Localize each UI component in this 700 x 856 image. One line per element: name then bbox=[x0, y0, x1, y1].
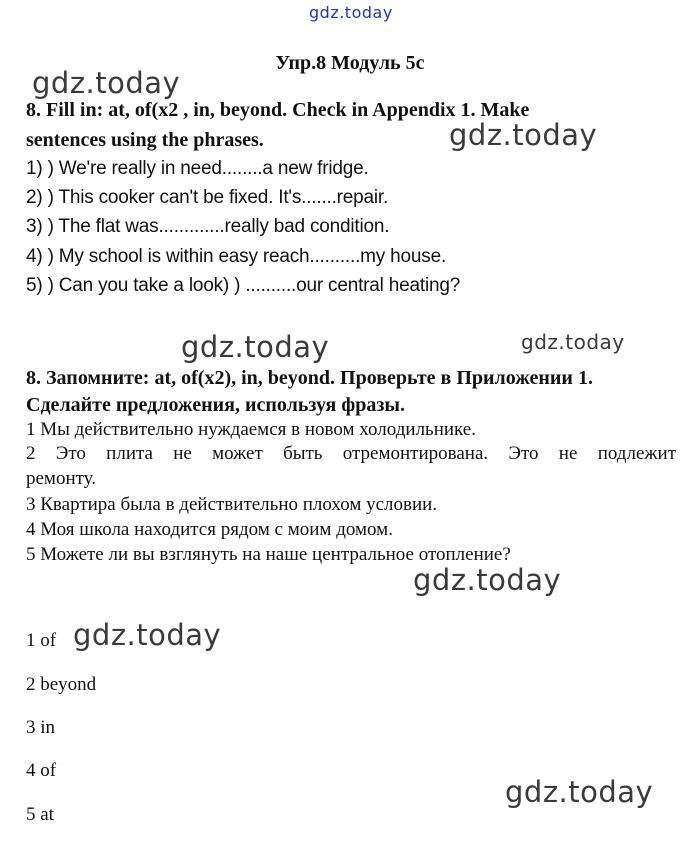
english-item-4: 4) ) My school is within easy reach..........my house. bbox=[26, 246, 447, 267]
russian-item-1: 1 Мы действительно нуждаемся в новом холодильнике. bbox=[26, 419, 476, 440]
english-item-3: 3) ) The flat was.............really bad condition. bbox=[26, 216, 390, 237]
english-item-1: 1) ) We're really in need........a new fridge. bbox=[26, 158, 369, 179]
russian-instruction-line1: 8. Запомните: at, of(x2), in, beyond. Проверьте в Приложении 1. bbox=[26, 367, 593, 389]
watermark-top: gdz.today bbox=[309, 3, 393, 22]
answer-2: 2 beyond bbox=[26, 674, 97, 695]
russian-item-5: 5 Можете ли вы взглянуть на наше центральное отопление? bbox=[26, 544, 511, 565]
watermark: gdz.today bbox=[449, 118, 598, 152]
english-item-5: 5) ) Can you take a look) ) ..........our central heating? bbox=[26, 275, 461, 296]
answer-3: 3 in bbox=[26, 717, 56, 738]
russian-item-2-line1: 2 Это плита не может быть отремонтирована. Это не подлежит bbox=[26, 443, 676, 464]
watermark: gdz.today bbox=[521, 330, 625, 354]
answer-4: 4 of bbox=[26, 760, 57, 781]
answer-1: 1 of bbox=[26, 630, 57, 651]
english-instruction-line1: 8. Fill in: at, of(x2 , in, beyond. Check in Appendix 1. Make bbox=[26, 99, 530, 121]
russian-item-3: 3 Квартира была в действительно плохом условии. bbox=[26, 494, 438, 515]
page-title: Упр.8 Модуль 5с bbox=[275, 52, 425, 74]
watermark: gdz.today bbox=[413, 563, 562, 597]
russian-item-2-line2: ремонту. bbox=[26, 468, 97, 489]
russian-instruction-line2: Сделайте предложения, используя фразы. bbox=[26, 394, 405, 416]
answer-5: 5 at bbox=[26, 804, 54, 825]
watermark: gdz.today bbox=[73, 618, 222, 652]
watermark: gdz.today bbox=[505, 775, 654, 809]
english-item-2: 2) ) This cooker can't be fixed. It's.......repair. bbox=[26, 187, 389, 208]
russian-item-4: 4 Моя школа находится рядом с моим домом. bbox=[26, 519, 393, 540]
watermark: gdz.today bbox=[181, 330, 330, 364]
english-instruction-line2: sentences using the phrases. bbox=[26, 129, 264, 151]
watermark: gdz.today bbox=[32, 66, 181, 100]
